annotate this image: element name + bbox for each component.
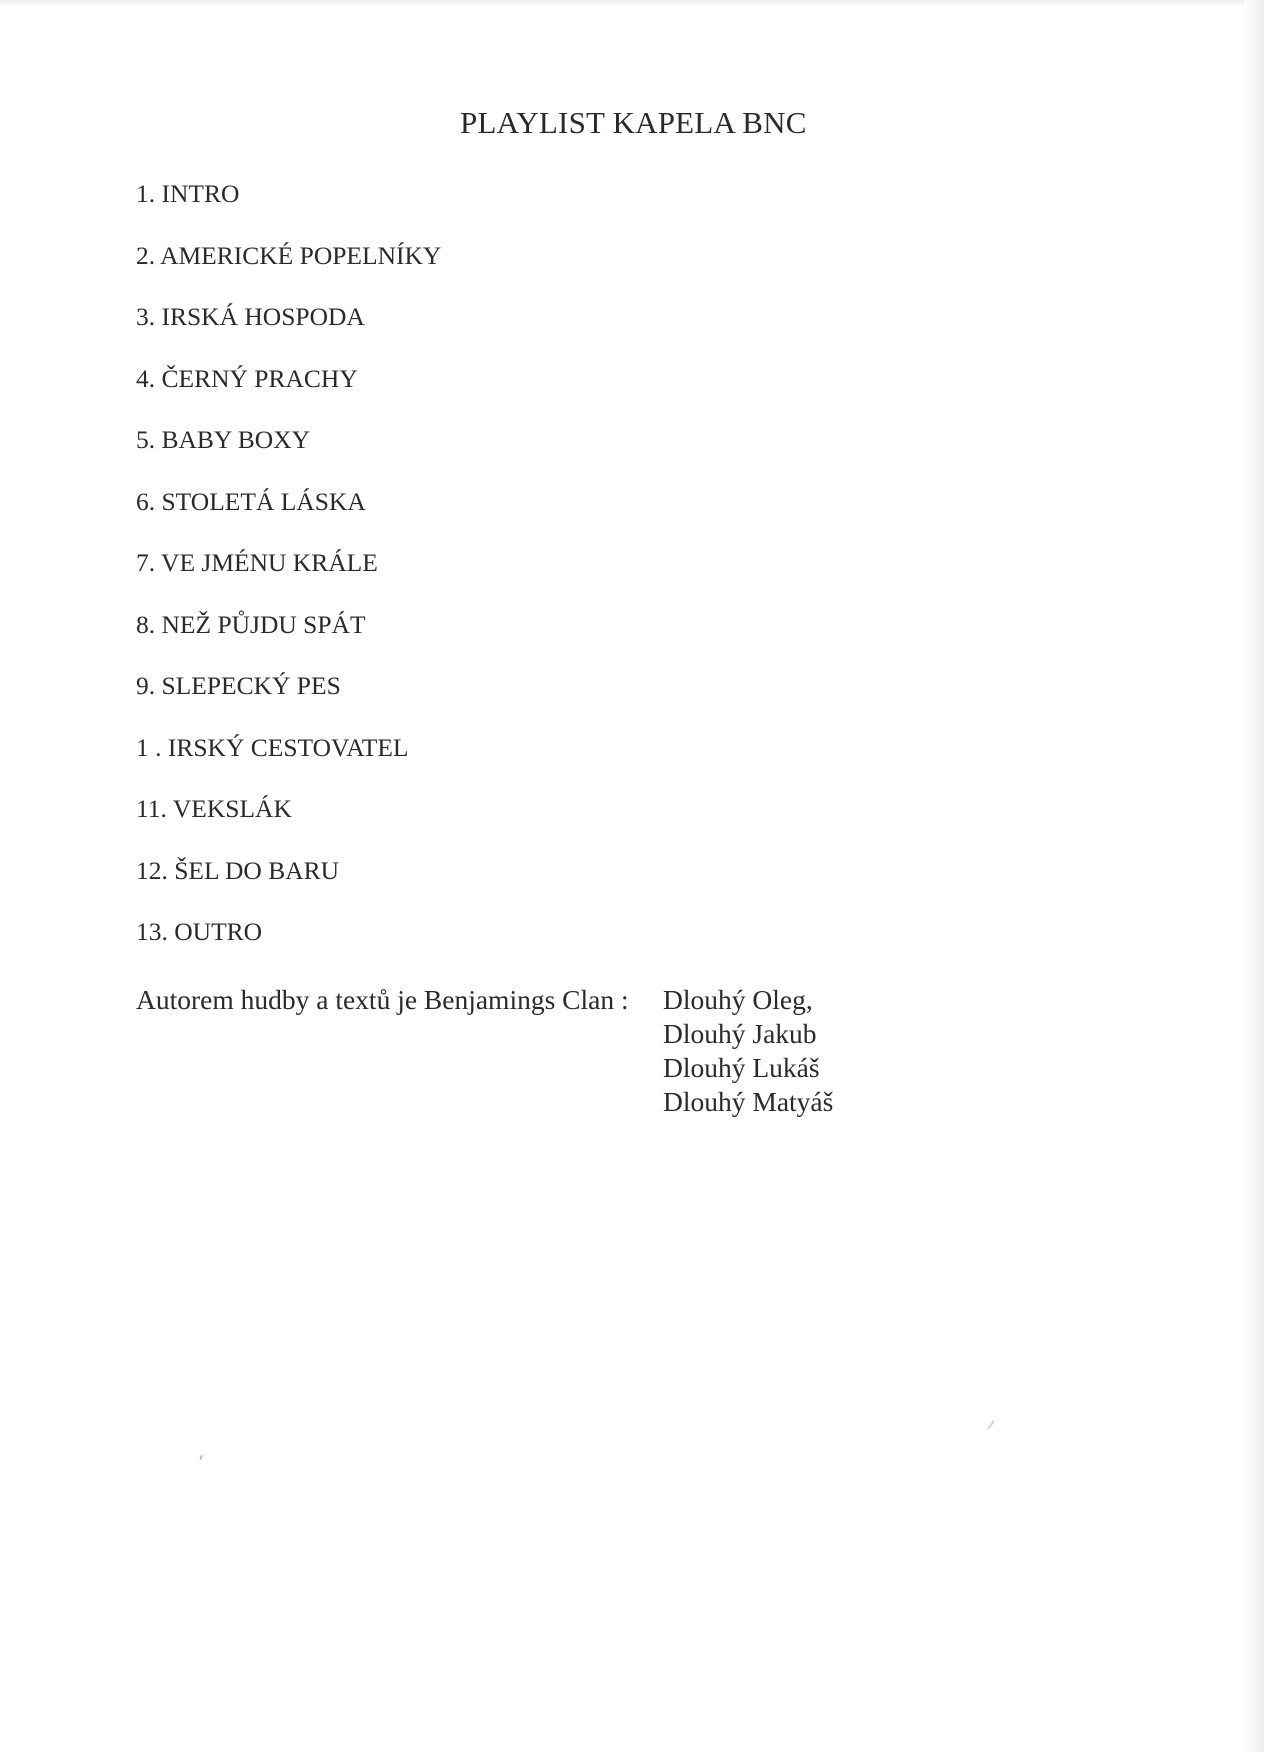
author-list	[663, 983, 833, 1119]
track-item	[136, 548, 441, 610]
track-number: 11.	[136, 794, 167, 823]
track-name: NEŽ PŮJDU SPÁT	[161, 609, 366, 639]
track-number: 13.	[136, 917, 168, 946]
track-number: 4.	[136, 363, 156, 393]
credits-label: Autorem hudby a textů je Benjamings Clan :	[136, 984, 629, 1015]
track-item	[136, 425, 441, 487]
credits-line	[136, 983, 629, 1017]
track-number: 12.	[136, 855, 168, 885]
scan-edge-right	[1244, 0, 1264, 1752]
track-number: 1 .	[136, 732, 162, 762]
track-name: SLEPECKÝ PES	[161, 671, 341, 700]
track-item	[136, 302, 441, 364]
track-name: STOLETÁ LÁSKA	[161, 486, 366, 516]
track-name: ČERNÝ PRACHY	[161, 363, 358, 393]
track-number: 6.	[136, 486, 156, 516]
author-name: Dlouhý Jakub	[663, 1018, 817, 1049]
track-item	[136, 610, 441, 672]
track-number: 9.	[136, 671, 156, 700]
track-item	[136, 856, 441, 918]
track-number: 8.	[136, 609, 156, 639]
author-name: Dlouhý Matyáš	[663, 1086, 834, 1117]
track-number: 7.	[136, 548, 156, 577]
track-name: INTRO	[161, 179, 240, 208]
track-item	[136, 671, 441, 733]
track-item	[136, 917, 441, 979]
track-name: VEKSLÁK	[172, 794, 292, 823]
track-name: AMERICKÉ POPELNÍKY	[160, 240, 442, 270]
track-list	[136, 179, 441, 979]
scan-speck	[199, 1455, 203, 1460]
author-name: Dlouhý Lukáš	[663, 1052, 820, 1083]
track-name: ŠEL DO BARU	[174, 855, 340, 885]
track-item	[136, 487, 441, 549]
track-item	[136, 794, 441, 856]
author-name: Dlouhý Oleg,	[663, 984, 813, 1015]
track-item	[136, 733, 441, 795]
track-number: 2.	[136, 240, 156, 270]
track-item	[136, 364, 441, 426]
track-name: VE JMÉNU KRÁLE	[161, 548, 378, 577]
track-name: OUTRO	[174, 917, 263, 946]
track-item	[136, 241, 441, 303]
track-item	[136, 179, 441, 241]
track-number: 5.	[136, 425, 156, 454]
track-number: 1.	[136, 179, 156, 208]
playlist-title: PLAYLIST KAPELA BNC	[460, 105, 807, 140]
scan-edge-top	[0, 0, 1264, 6]
track-name: IRSKÁ HOSPODA	[161, 302, 365, 331]
track-name: IRSKÝ CESTOVATEL	[167, 732, 409, 762]
scan-speck	[987, 1420, 994, 1429]
track-name: BABY BOXY	[161, 425, 311, 454]
track-number: 3.	[136, 302, 156, 331]
